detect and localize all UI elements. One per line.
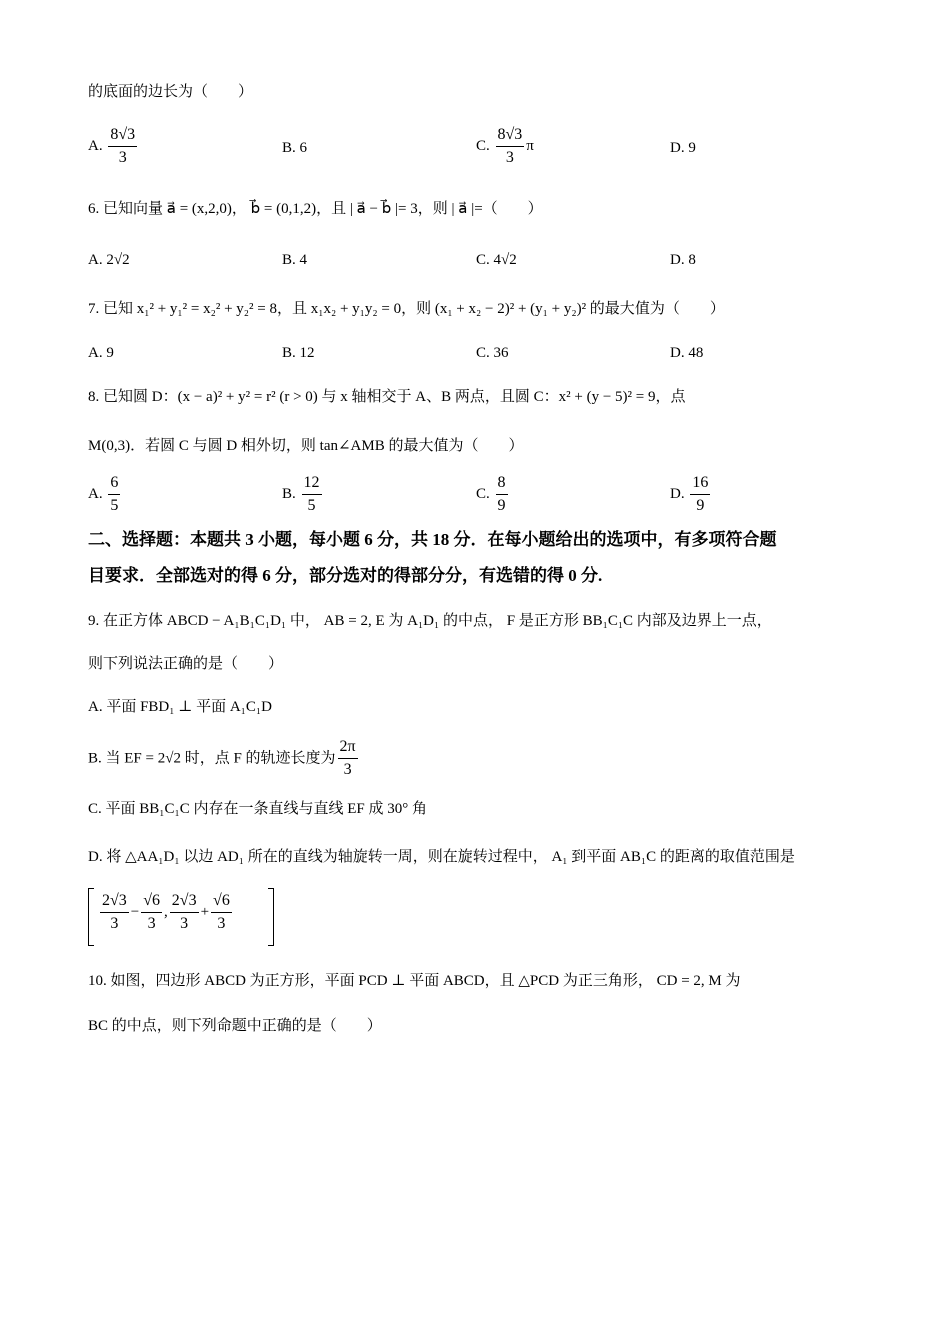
- range-comma: ,: [164, 903, 168, 920]
- q9-option-b-denominator: 3: [343, 761, 352, 778]
- q8-stem-line2: M(0,3)．若圆 C 与圆 D 相外切，则 tan∠AMB 的最大值为（ ）: [88, 438, 524, 454]
- q6-option-a: A. 2√2: [88, 252, 130, 268]
- q9-option-b-text: B. 当 EF = 2√2 时，点 F 的轨迹长度为: [88, 750, 336, 767]
- q6-option-d: D. 8: [670, 252, 696, 268]
- q8-option-a: [88, 472, 122, 517]
- q6-option-b: B. 4: [282, 252, 308, 268]
- range-fraction-3: [170, 890, 199, 935]
- q9-option-d-range: [88, 888, 274, 946]
- q6-option-c: C. 4√2: [476, 252, 517, 268]
- range-fraction-1: [100, 890, 129, 935]
- q10-stem-line2: BC 的中点，则下列命题中正确的是（ ）: [88, 1018, 382, 1034]
- q6-stem: 6. 已知向量 a⃗ = (x,2,0)， b⃗ = (0,1,2)，且 | a⃗ − b⃗ |= 3，则 | a⃗ |=（ ）: [88, 201, 543, 217]
- q8-option-d: [670, 472, 712, 517]
- q8-option-c: [476, 472, 510, 517]
- q8-option-a-label: A.: [88, 485, 103, 502]
- section2-heading-line2: 目要求．全部选对的得 6 分，部分选对的得部分分，有选错的得 0 分.: [88, 566, 603, 585]
- q8-option-b: [282, 472, 324, 517]
- q5-tail-text: 的底面的边长为（ ）: [88, 84, 254, 100]
- q8-option-b-label: B.: [282, 485, 296, 502]
- range-fraction-4-denominator: 3: [217, 915, 226, 932]
- q5-option-a: [88, 124, 139, 169]
- q5-option-c-suffix: π: [526, 137, 534, 154]
- q5-option-b: B. 6: [282, 140, 308, 156]
- range-fraction-2-denominator: 3: [147, 915, 156, 932]
- q5-option-c: [476, 124, 534, 169]
- q8-option-b-fraction: [302, 472, 322, 517]
- left-bracket: [88, 888, 94, 946]
- q9-option-c: C. 平面 BB₁C₁C 内存在一条直线与直线 EF 成 30° 角: [88, 801, 427, 817]
- range-fraction-4-numerator: √6: [211, 890, 232, 913]
- q8-option-c-numerator: 8: [496, 472, 508, 495]
- q5-option-a-label: A.: [88, 137, 103, 154]
- q5-option-c-numerator: 8√3: [496, 124, 525, 147]
- q7-option-a: A. 9: [88, 345, 114, 361]
- q9-option-b: [88, 736, 360, 781]
- q7-option-b: B. 12: [282, 345, 315, 361]
- q8-option-d-fraction: [690, 472, 710, 517]
- section2-heading-line1: 二、选择题：本题共 3 小题，每小题 6 分，共 18 分．在每小题给出的选项中，有多项符合题: [88, 530, 777, 549]
- q9-option-b-numerator: 2π: [338, 736, 358, 759]
- q5-option-c-label: C.: [476, 137, 490, 154]
- range-fraction-1-denominator: 3: [110, 915, 119, 932]
- range-fraction-2-numerator: √6: [141, 890, 162, 913]
- q7-option-c: C. 36: [476, 345, 509, 361]
- q8-option-c-denominator: 9: [497, 497, 506, 514]
- q5-option-a-fraction: [108, 124, 137, 169]
- q10-stem-line1: 10. 如图，四边形 ABCD 为正方形，平面 PCD ⊥ 平面 ABCD，且 △PCD 为正三角形， CD = 2, M 为: [88, 973, 741, 989]
- q5-option-a-denominator: 3: [118, 149, 127, 166]
- q5-option-c-denominator: 3: [505, 149, 514, 166]
- q8-option-d-numerator: 16: [690, 472, 710, 495]
- q8-option-a-numerator: 6: [108, 472, 120, 495]
- range-minus-sign: −: [130, 903, 140, 920]
- q8-option-a-fraction: [108, 472, 120, 517]
- range-fraction-3-numerator: 2√3: [170, 890, 199, 913]
- q9-option-b-fraction: [338, 736, 358, 781]
- q8-stem-line1: 8. 已知圆 D：(x − a)² + y² = r² (r > 0) 与 x 轴相交于 A、B 两点，且圆 C：x² + (y − 5)² = 9，点: [88, 389, 686, 405]
- range-fraction-1-numerator: 2√3: [100, 890, 129, 913]
- range-fraction-4: [211, 890, 232, 935]
- q9-option-a: A. 平面 FBD₁ ⊥ 平面 A₁C₁D: [88, 699, 272, 715]
- range-plus-sign: +: [200, 903, 210, 920]
- range-expression: [98, 890, 234, 935]
- q8-option-a-denominator: 5: [110, 497, 119, 514]
- q8-option-b-numerator: 12: [302, 472, 322, 495]
- q5-option-a-numerator: 8√3: [108, 124, 137, 147]
- q9-option-d: D. 将 △AA₁D₁ 以边 AD₁ 所在的直线为轴旋转一周，则在旋转过程中， A₁ 到平面 AB₁C 的距离的取值范围是: [88, 849, 795, 865]
- q8-option-c-label: C.: [476, 485, 490, 502]
- range-fraction-2: [141, 890, 162, 935]
- range-fraction-3-denominator: 3: [180, 915, 189, 932]
- q8-option-b-denominator: 5: [307, 497, 316, 514]
- q5-option-c-fraction: [496, 124, 525, 169]
- q9-stem-line1: 9. 在正方体 ABCD − A₁B₁C₁D₁ 中， AB = 2, E 为 A₁D₁ 的中点， F 是正方形 BB₁C₁C 内部及边界上一点，: [88, 613, 772, 629]
- right-bracket: [268, 888, 274, 946]
- q8-option-c-fraction: [496, 472, 508, 517]
- q5-option-d: D. 9: [670, 140, 696, 156]
- q7-stem: 7. 已知 x₁² + y₁² = x₂² + y₂² = 8，且 x₁x₂ + y₁y₂ = 0，则 (x₁ + x₂ − 2)² + (y₁ + y₂)² 的最大值为（ ）: [88, 301, 725, 317]
- q9-stem-line2: 则下列说法正确的是（ ）: [88, 656, 284, 672]
- q7-option-d: D. 48: [670, 345, 704, 361]
- q8-option-d-denominator: 9: [696, 497, 705, 514]
- q8-option-d-label: D.: [670, 485, 685, 502]
